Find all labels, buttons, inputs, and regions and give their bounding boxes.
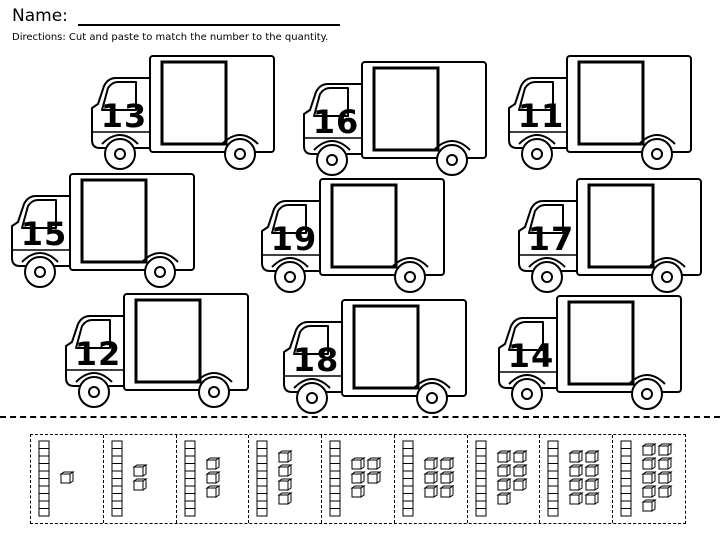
tens-rod-unit bbox=[330, 494, 340, 502]
tens-rod-unit bbox=[185, 494, 195, 502]
base-ten-blocks-icon bbox=[104, 435, 176, 523]
tens-rod-unit bbox=[403, 464, 413, 472]
tens-rod-unit bbox=[257, 501, 267, 509]
ones-cube bbox=[498, 465, 510, 476]
block-card[interactable] bbox=[322, 435, 395, 523]
tens-rod-unit bbox=[112, 486, 122, 494]
ones-cube bbox=[352, 472, 364, 483]
tens-rod-unit bbox=[621, 449, 631, 457]
tens-rod-unit bbox=[403, 449, 413, 457]
tens-rod-unit bbox=[330, 501, 340, 509]
cut-line-divider bbox=[0, 416, 720, 418]
truck-card bbox=[505, 52, 705, 172]
tens-rod-unit bbox=[39, 449, 49, 457]
ones-cube bbox=[514, 451, 526, 462]
worksheet-header bbox=[12, 6, 340, 43]
tens-rod-unit bbox=[548, 464, 558, 472]
tens-rod-unit bbox=[621, 441, 631, 449]
truck-card bbox=[280, 296, 480, 416]
tens-rod-unit bbox=[185, 486, 195, 494]
tens-rod-unit bbox=[403, 456, 413, 464]
ones-cube bbox=[498, 479, 510, 490]
block-card[interactable] bbox=[613, 435, 685, 523]
base-ten-blocks-icon bbox=[249, 435, 321, 523]
tens-rod-unit bbox=[330, 509, 340, 517]
truck-number: 19 bbox=[270, 220, 318, 258]
truck-number: 11 bbox=[517, 97, 565, 135]
tens-rod-unit bbox=[330, 464, 340, 472]
tens-rod-unit bbox=[476, 449, 486, 457]
tens-rod-unit bbox=[621, 486, 631, 494]
tens-rod-unit bbox=[257, 456, 267, 464]
tens-rod-unit bbox=[476, 509, 486, 517]
block-card[interactable] bbox=[540, 435, 613, 523]
base-ten-blocks-icon bbox=[395, 435, 467, 523]
base-ten-blocks-icon bbox=[613, 435, 685, 523]
ones-cube bbox=[514, 479, 526, 490]
truck-card bbox=[300, 58, 500, 178]
tens-rod-unit bbox=[403, 471, 413, 479]
tens-rod-unit bbox=[548, 471, 558, 479]
tens-rod-unit bbox=[548, 509, 558, 517]
tens-rod-unit bbox=[112, 456, 122, 464]
tens-rod-unit bbox=[330, 441, 340, 449]
tens-rod-unit bbox=[403, 486, 413, 494]
tens-rod-unit bbox=[39, 471, 49, 479]
ones-cube bbox=[586, 479, 598, 490]
tens-rod-unit bbox=[39, 494, 49, 502]
tens-rod-unit bbox=[257, 441, 267, 449]
truck-card bbox=[62, 290, 262, 410]
ones-cube bbox=[570, 479, 582, 490]
tens-rod-unit bbox=[112, 471, 122, 479]
base-ten-blocks-icon bbox=[31, 435, 103, 523]
tens-rod-unit bbox=[257, 464, 267, 472]
tens-rod-unit bbox=[112, 501, 122, 509]
tens-rod-unit bbox=[621, 464, 631, 472]
ones-cube bbox=[61, 472, 73, 483]
ones-cube bbox=[659, 458, 671, 469]
ones-cube bbox=[279, 465, 291, 476]
tens-rod-unit bbox=[476, 486, 486, 494]
ones-cube bbox=[368, 458, 380, 469]
tens-rod-unit bbox=[330, 471, 340, 479]
tens-rod-unit bbox=[39, 486, 49, 494]
tens-rod-unit bbox=[39, 456, 49, 464]
ones-cube bbox=[279, 479, 291, 490]
ones-cube bbox=[643, 444, 655, 455]
tens-rod-unit bbox=[548, 441, 558, 449]
tens-rod-unit bbox=[185, 441, 195, 449]
ones-cube bbox=[441, 472, 453, 483]
ones-cube bbox=[643, 472, 655, 483]
tens-rod-unit bbox=[330, 479, 340, 487]
tens-rod-unit bbox=[403, 479, 413, 487]
truck-card bbox=[88, 52, 288, 172]
truck-number: 13 bbox=[100, 97, 148, 135]
ones-cube bbox=[570, 451, 582, 462]
ones-cube bbox=[498, 493, 510, 504]
truck-card bbox=[258, 175, 458, 295]
name-write-line[interactable] bbox=[78, 6, 340, 26]
truck-number: 15 bbox=[20, 215, 68, 253]
tens-rod-unit bbox=[112, 509, 122, 517]
base-ten-blocks-icon bbox=[540, 435, 612, 523]
block-card[interactable] bbox=[177, 435, 250, 523]
ones-cube bbox=[368, 472, 380, 483]
tens-rod-unit bbox=[330, 449, 340, 457]
ones-cube bbox=[643, 500, 655, 511]
ones-cube bbox=[207, 486, 219, 497]
truck-number: 14 bbox=[507, 337, 555, 375]
name-label: Name: bbox=[12, 6, 68, 26]
ones-cube bbox=[207, 458, 219, 469]
cut-out-strip bbox=[30, 434, 686, 524]
tens-rod-unit bbox=[330, 486, 340, 494]
ones-cube bbox=[643, 486, 655, 497]
tens-rod-unit bbox=[39, 479, 49, 487]
tens-rod-unit bbox=[476, 441, 486, 449]
ones-cube bbox=[586, 465, 598, 476]
block-card[interactable] bbox=[395, 435, 468, 523]
tens-rod-unit bbox=[185, 509, 195, 517]
block-card[interactable] bbox=[104, 435, 177, 523]
truck-card bbox=[495, 292, 695, 412]
truck-card bbox=[8, 170, 208, 290]
tens-rod-unit bbox=[403, 509, 413, 517]
tens-rod-unit bbox=[476, 456, 486, 464]
tens-rod-unit bbox=[39, 501, 49, 509]
tens-rod-unit bbox=[548, 486, 558, 494]
tens-rod-unit bbox=[112, 449, 122, 457]
tens-rod-unit bbox=[621, 471, 631, 479]
tens-rod-unit bbox=[403, 441, 413, 449]
tens-rod-unit bbox=[112, 494, 122, 502]
block-card[interactable] bbox=[249, 435, 322, 523]
truck-number: 16 bbox=[312, 103, 360, 141]
tens-rod-unit bbox=[257, 486, 267, 494]
ones-cube bbox=[570, 465, 582, 476]
tens-rod-unit bbox=[548, 494, 558, 502]
base-ten-blocks-icon bbox=[322, 435, 394, 523]
tens-rod-unit bbox=[185, 464, 195, 472]
name-row bbox=[12, 6, 340, 26]
tens-rod-unit bbox=[257, 494, 267, 502]
tens-rod-unit bbox=[476, 494, 486, 502]
tens-rod-unit bbox=[112, 464, 122, 472]
tens-rod-unit bbox=[621, 494, 631, 502]
tens-rod-unit bbox=[403, 501, 413, 509]
base-ten-blocks-icon bbox=[468, 435, 540, 523]
block-card[interactable] bbox=[31, 435, 104, 523]
ones-cube bbox=[425, 472, 437, 483]
tens-rod-unit bbox=[476, 464, 486, 472]
tens-rod-unit bbox=[39, 441, 49, 449]
tens-rod-unit bbox=[185, 456, 195, 464]
tens-rod-unit bbox=[257, 449, 267, 457]
ones-cube bbox=[586, 451, 598, 462]
ones-cube bbox=[352, 458, 364, 469]
tens-rod-unit bbox=[548, 501, 558, 509]
tens-rod-unit bbox=[548, 449, 558, 457]
truck-card bbox=[515, 175, 715, 295]
block-card[interactable] bbox=[468, 435, 541, 523]
tens-rod-unit bbox=[548, 479, 558, 487]
ones-cube bbox=[425, 486, 437, 497]
base-ten-blocks-icon bbox=[177, 435, 249, 523]
tens-rod-unit bbox=[112, 441, 122, 449]
tens-rod-unit bbox=[476, 479, 486, 487]
tens-rod-unit bbox=[403, 494, 413, 502]
tens-rod-unit bbox=[39, 464, 49, 472]
ones-cube bbox=[441, 486, 453, 497]
tens-rod-unit bbox=[39, 509, 49, 517]
truck-number: 18 bbox=[292, 341, 340, 379]
ones-cube bbox=[279, 493, 291, 504]
tens-rod-unit bbox=[476, 471, 486, 479]
tens-rod-unit bbox=[185, 471, 195, 479]
tens-rod-unit bbox=[257, 479, 267, 487]
truck-number: 17 bbox=[527, 220, 575, 258]
tens-rod-unit bbox=[548, 456, 558, 464]
ones-cube bbox=[441, 458, 453, 469]
ones-cube bbox=[279, 451, 291, 462]
truck-number: 12 bbox=[74, 335, 122, 373]
ones-cube bbox=[425, 458, 437, 469]
tens-rod-unit bbox=[185, 479, 195, 487]
tens-rod-unit bbox=[112, 479, 122, 487]
directions-text: Directions: Cut and paste to match the number to the quantity. bbox=[12, 32, 329, 43]
ones-cube bbox=[498, 451, 510, 462]
ones-cube bbox=[659, 486, 671, 497]
tens-rod-unit bbox=[185, 449, 195, 457]
tens-rod-unit bbox=[621, 456, 631, 464]
ones-cube bbox=[659, 472, 671, 483]
tens-rod-unit bbox=[257, 509, 267, 517]
ones-cube bbox=[134, 465, 146, 476]
tens-rod-unit bbox=[476, 501, 486, 509]
ones-cube bbox=[514, 465, 526, 476]
ones-cube bbox=[207, 472, 219, 483]
tens-rod-unit bbox=[621, 479, 631, 487]
tens-rod-unit bbox=[621, 501, 631, 509]
ones-cube bbox=[352, 486, 364, 497]
ones-cube bbox=[586, 493, 598, 504]
tens-rod-unit bbox=[257, 471, 267, 479]
ones-cube bbox=[134, 479, 146, 490]
ones-cube bbox=[643, 458, 655, 469]
ones-cube bbox=[570, 493, 582, 504]
ones-cube bbox=[659, 444, 671, 455]
tens-rod-unit bbox=[621, 509, 631, 517]
tens-rod-unit bbox=[330, 456, 340, 464]
tens-rod-unit bbox=[185, 501, 195, 509]
